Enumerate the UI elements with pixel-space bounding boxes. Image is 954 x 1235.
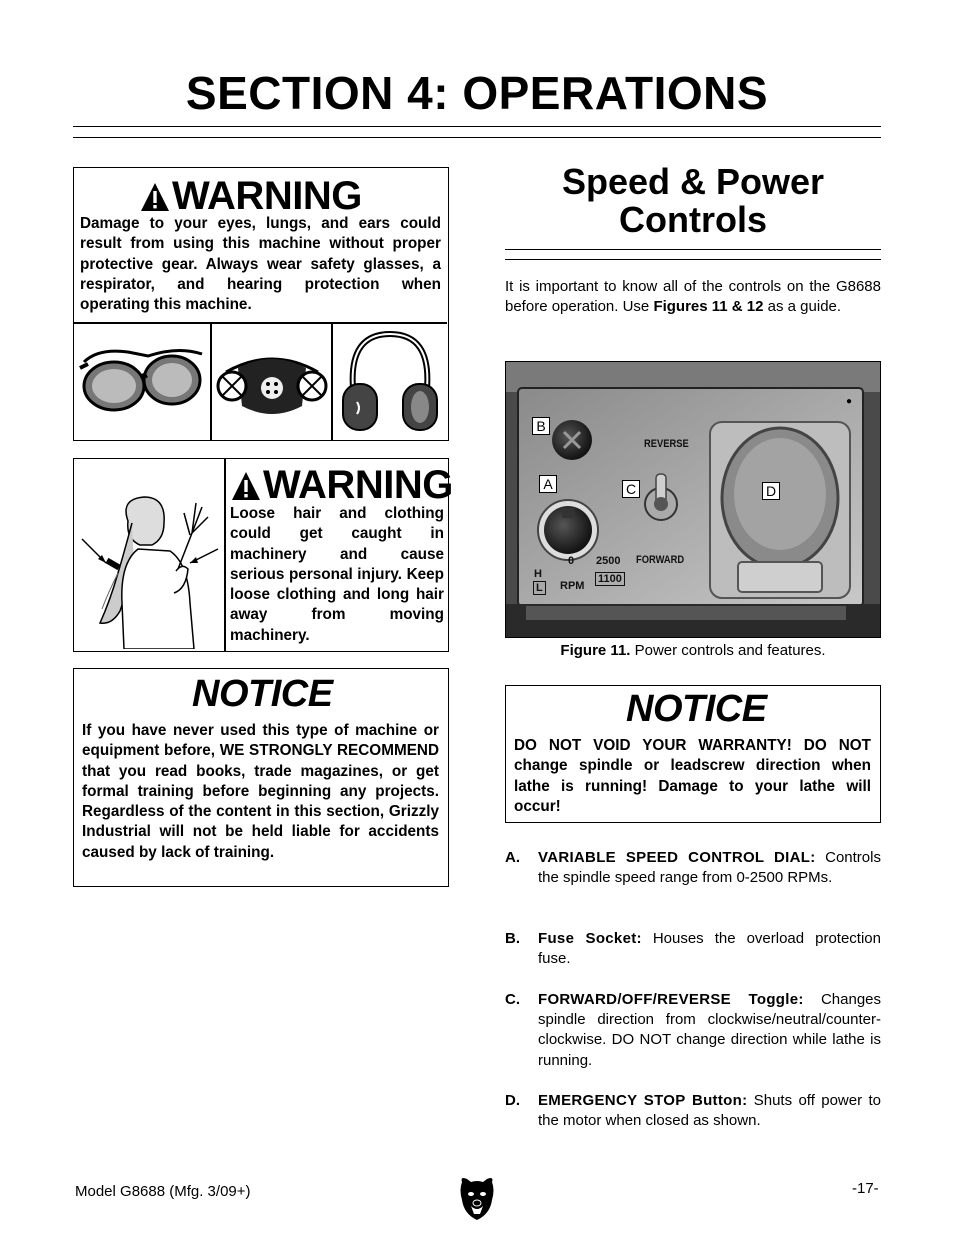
notice-heading: NOTICE bbox=[192, 673, 333, 715]
warning-triangle-icon bbox=[140, 182, 170, 212]
intro-paragraph: It is important to know all of the controls on the G8688 before operation. Use Figures 11 & 12 as a guide. bbox=[505, 278, 881, 316]
control-item-d: D. EMERGENCY STOP Button: Shuts off power to the motor when closed as shown. bbox=[505, 1092, 881, 1130]
warning-box-loose-hair bbox=[73, 458, 453, 652]
section-rule-top bbox=[505, 249, 881, 250]
respirator-icon bbox=[216, 350, 328, 420]
panel-label-low: 0 bbox=[568, 555, 575, 567]
svg-text:●: ● bbox=[846, 396, 853, 407]
footer-model: Model G8688 (Mfg. 3/09+) bbox=[75, 1183, 251, 1200]
warning-triangle-icon bbox=[231, 471, 261, 501]
panel-label-rpm: RPM bbox=[560, 580, 585, 592]
warning-text: Loose hair and clothing could get caught in machinery and cause serious personal injury. Keep loose clothing and long hair away from moving machinery. bbox=[230, 505, 444, 644]
title-rule-bottom bbox=[73, 137, 881, 138]
panel-label-reverse: REVERSE bbox=[644, 438, 689, 450]
footer-page-number: -17- bbox=[852, 1180, 879, 1197]
notice-box-training bbox=[73, 668, 449, 887]
panel-label-forward: FORWARD bbox=[636, 554, 685, 566]
control-item-a: A. VARIABLE SPEED CONTROL DIAL: Controls the spindle speed range from 0-2500 RPMs. bbox=[505, 849, 881, 887]
section-rule-bottom bbox=[505, 259, 881, 260]
warning-heading: WARNING bbox=[140, 174, 362, 219]
callout-a: A bbox=[539, 475, 557, 493]
notice-text: If you have never used this type of machine or equipment before, WE STRONGLY RECOMMEND that you read books, trade magazines, or get formal training before beginning any projects. Regardless of the content in this section, Grizzly Industrial will not be held liable for accidents caused by lack of training. bbox=[82, 722, 439, 861]
control-item-c: C. FORWARD/OFF/REVERSE Toggle: Changes spindle direction from clockwise/neutral/counter-clockwise. DO NOT change direction while lathe is running. bbox=[505, 991, 882, 1069]
warning-box-protective-gear bbox=[73, 167, 449, 441]
callout-b: B bbox=[532, 417, 550, 435]
safety-glasses-icon bbox=[78, 338, 206, 426]
figure-11-photo bbox=[505, 361, 881, 638]
title-rule-top bbox=[73, 126, 881, 127]
page-title: SECTION 4: OPERATIONS bbox=[185, 67, 769, 119]
panel-label-h: H bbox=[534, 568, 542, 580]
panel-label-max: 2500 bbox=[596, 555, 621, 567]
person-long-hair-icon bbox=[78, 493, 222, 649]
notice-box-warranty bbox=[505, 685, 881, 823]
callout-d: D bbox=[762, 482, 780, 500]
hearing-protection-icon bbox=[337, 330, 443, 436]
section-heading: Speed & Power Controls bbox=[561, 161, 825, 240]
panel-label-range: 1100 bbox=[595, 572, 625, 586]
bear-logo-icon bbox=[458, 1176, 496, 1222]
notice-text: DO NOT VOID YOUR WARRANTY! DO NOT change spindle or leadscrew direction when lathe is running! Damage to your lathe will occur! bbox=[514, 737, 871, 815]
figure-caption: Figure 11. Power controls and features. bbox=[560, 642, 826, 659]
control-item-b: B. Fuse Socket: Houses the overload protection fuse. bbox=[505, 930, 881, 968]
callout-c: C bbox=[622, 480, 640, 498]
notice-heading: NOTICE bbox=[626, 688, 767, 730]
warning-text: Damage to your eyes, lungs, and ears could result from using this machine without proper protective gear. Always wear safety glasses, a respirator, and hearing protection when operating this machine. bbox=[80, 215, 441, 314]
warning-heading: WARNING bbox=[231, 463, 453, 508]
panel-label-l: L bbox=[533, 581, 546, 595]
power-controls-illustration bbox=[506, 362, 881, 638]
